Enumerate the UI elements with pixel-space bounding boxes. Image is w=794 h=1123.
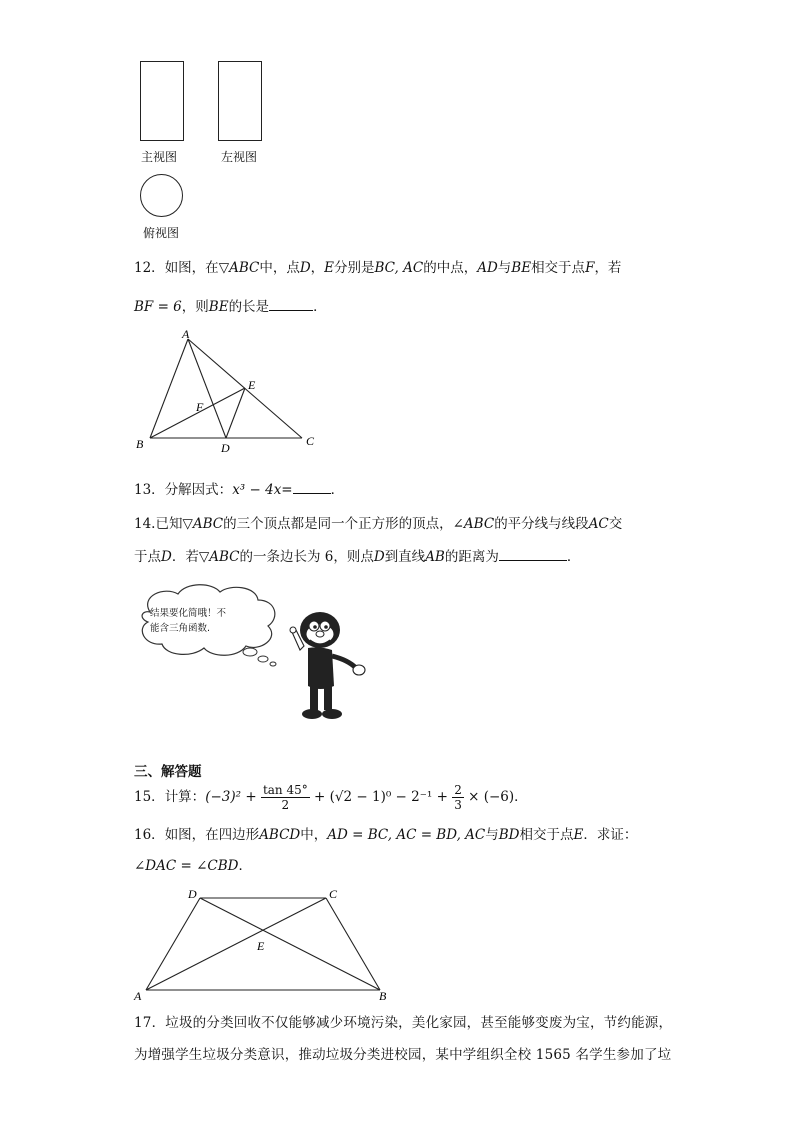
answer-blank <box>499 546 567 561</box>
question-14-line1: 14.已知▽ABC的三个顶点都是同一个正方形的顶点，∠ABC的平分线与线段AC交 <box>134 516 623 532</box>
quadrilateral-abcd-figure <box>130 884 400 1004</box>
left-view-rect <box>218 61 262 141</box>
label-a: A <box>182 328 190 341</box>
left-view-caption: 左视图 <box>221 150 258 164</box>
cartoon-character-icon <box>282 606 372 724</box>
label-b: B <box>136 437 144 451</box>
answer-blank <box>269 296 313 311</box>
label-c: C <box>329 887 338 901</box>
question-16-line1: 16．如图，在四边形ABCD中，AD = BC, AC = BD, AC与BD相交于点E．求证： <box>134 827 638 843</box>
top-view-circle <box>140 174 183 217</box>
front-view-rect <box>140 61 184 141</box>
answer-blank <box>293 479 331 494</box>
label-f: F <box>196 400 204 414</box>
section-title: 三、解答题 <box>134 764 202 780</box>
fraction-tan45: $\frac{\tan 45^\circ}{2}$ <box>262 783 308 812</box>
question-17-line1: 17．垃圾的分类回收不仅能够减少环境污染，美化家园，甚至能够变废为宝，节约能源， <box>134 1015 673 1031</box>
fraction-two-thirds: $\frac{2}{3}$ <box>454 783 462 812</box>
front-view-caption: 主视图 <box>141 150 178 164</box>
label-e: E <box>248 378 256 392</box>
question-13: 13．分解因式：x³ − 4x= ． <box>134 479 344 500</box>
label-a: A <box>134 989 142 1003</box>
label-d: D <box>221 441 230 455</box>
label-e: E <box>257 939 265 953</box>
question-16-line2: ∠DAC = ∠CBD． <box>134 858 252 874</box>
label-d: D <box>188 887 197 901</box>
top-view-caption: 俯视图 <box>143 226 180 240</box>
bubble-text: 结果要化简哦！不 能含三角函数. <box>150 608 227 634</box>
triangle-abc-figure <box>130 328 330 456</box>
question-12-line2: BF = 6，则BE的长是 ． <box>134 296 327 317</box>
question-14-line2: 于点D．若▽ABC的一条边长为 6，则点D到直线AB的距离为 ． <box>134 546 580 567</box>
question-15: 15．计算：(−3)² + $\frac{\tan 45^\circ}{2}$ + (√2 − 1)⁰ − 2⁻¹ + $\frac{2}{3}$ × (−6)． <box>134 783 528 812</box>
question-12-line1: 12．如图，在▽ABC中，点D，E分别是BC, AC的中点，AD与BE相交于点F，若 <box>134 260 622 276</box>
label-c: C <box>306 434 315 448</box>
question-17-line2: 为增强学生垃圾分类意识，推动垃圾分类进校园，某中学组织全校 1565 名学生参加了垃 <box>134 1047 672 1063</box>
label-b: B <box>379 989 387 1003</box>
